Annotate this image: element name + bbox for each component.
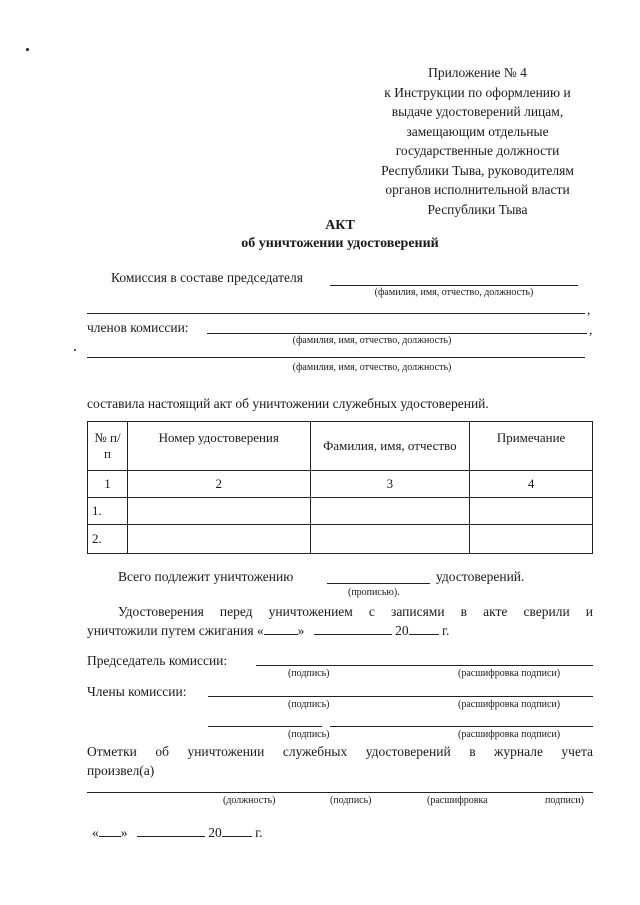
position-hint: (должность) xyxy=(223,795,276,806)
members-field-line-2[interactable] xyxy=(87,357,585,358)
document-subtitle: об уничтожении удостоверений xyxy=(241,236,439,251)
sign-hint: (подпись) xyxy=(288,699,330,710)
chair-label: Комиссия в составе председателя xyxy=(111,270,303,285)
table-index-row xyxy=(88,471,593,498)
total-label: Всего подлежит уничтожению xyxy=(118,569,294,584)
year-field[interactable] xyxy=(409,622,439,635)
chair-field-line[interactable] xyxy=(330,285,578,286)
date-year-suffix: г. xyxy=(255,825,263,840)
chair-signature-line[interactable] xyxy=(256,665,593,666)
day-field[interactable] xyxy=(264,622,298,635)
table-cell[interactable] xyxy=(470,525,593,554)
table-cell[interactable] xyxy=(127,525,310,554)
appendix-line: Приложение № 4 xyxy=(428,65,527,80)
verification-mid: » xyxy=(297,623,305,638)
appendix-line: Республики Тыва, руководителям xyxy=(381,162,574,178)
appendix-line: органов исполнительной власти xyxy=(385,182,570,197)
chair-hint: (фамилия, имя, отчество, должность) xyxy=(374,287,534,298)
month-field[interactable] xyxy=(314,622,392,635)
appendix-line: государственные должности xyxy=(395,143,560,158)
header-cell: № п/п xyxy=(88,422,128,471)
comma: , xyxy=(589,322,593,337)
table-cell[interactable] xyxy=(310,525,470,554)
scan-speck xyxy=(26,48,29,51)
table-cell[interactable] xyxy=(310,498,470,525)
members-hint: (фамилия, имя, отчество, должность) xyxy=(292,362,452,373)
journal-line xyxy=(87,742,593,761)
total-hint: (прописью). xyxy=(348,587,400,598)
decode-hint: (расшифровка подписи) xyxy=(458,729,561,740)
sign-hint: (подпись) xyxy=(288,729,330,740)
decode-hint: (расшифровка xyxy=(427,795,488,806)
members-hint: (фамилия, имя, отчество, должность) xyxy=(292,335,452,346)
document-title: АКТ xyxy=(325,218,355,233)
decode-hint: (расшифровка подписи) xyxy=(458,668,561,679)
members-field-line[interactable] xyxy=(207,333,587,334)
date-year-field[interactable] xyxy=(222,824,252,837)
date-close-quote: » xyxy=(120,825,128,840)
header-cell: Фамилия, имя, отчество xyxy=(310,422,470,471)
total-field-line[interactable] xyxy=(327,583,430,584)
year-suffix: г. xyxy=(442,623,450,638)
members-label: членов комиссии: xyxy=(87,320,189,335)
certificates-table xyxy=(87,421,593,554)
date-year-prefix: 20 xyxy=(208,825,222,840)
appendix-line: Республики Тыва xyxy=(427,201,528,217)
header-cell: Примечание xyxy=(470,422,593,471)
table-row xyxy=(88,525,593,554)
member-signature-line-2a[interactable] xyxy=(208,726,322,727)
decode-hint: подписи) xyxy=(545,795,584,806)
table-header-row xyxy=(88,422,593,471)
journal-field-line[interactable] xyxy=(87,792,593,793)
appendix-line: замещающим отдельные xyxy=(406,123,549,139)
table-cell[interactable] xyxy=(470,498,593,525)
index-cell: 4 xyxy=(470,471,593,498)
verification-line xyxy=(87,602,593,621)
table-row xyxy=(88,498,593,525)
members-signature-label: Члены комиссии: xyxy=(87,684,187,699)
index-cell: 2 xyxy=(127,471,310,498)
member-signature-line-2b[interactable] xyxy=(330,726,593,727)
date-month-field[interactable] xyxy=(137,824,205,837)
index-cell: 1 xyxy=(88,471,128,498)
year-prefix: 20 xyxy=(395,623,409,638)
row-number-cell: 1. xyxy=(88,498,128,525)
date-line xyxy=(92,823,263,842)
date-day-field[interactable] xyxy=(99,824,121,837)
total-suffix: удостоверений. xyxy=(436,569,525,584)
comma: , xyxy=(587,302,591,317)
sign-hint: (подпись) xyxy=(330,795,372,806)
journal-text: Отметки об уничтожении служебных удостоверений в журнале учета xyxy=(87,744,593,759)
statement-text: составила настоящий акт об уничтожении служебных удостоверений. xyxy=(87,396,489,411)
verification-line-2 xyxy=(87,621,507,640)
header-cell: Номер удостоверения xyxy=(127,422,310,471)
member-signature-line[interactable] xyxy=(208,696,593,697)
journal-line-2: произвел(а) xyxy=(87,763,155,778)
chair-signature-label: Председатель комиссии: xyxy=(87,653,228,668)
date-open-quote: « xyxy=(92,825,99,840)
sign-hint: (подпись) xyxy=(288,668,330,679)
decode-hint: (расшифровка подписи) xyxy=(458,699,561,710)
index-cell: 3 xyxy=(310,471,470,498)
verification-start: уничтожили путем сжигания « xyxy=(87,623,264,638)
appendix-line: выдаче удостоверений лицам, xyxy=(391,104,564,119)
verification-text: Удостоверения перед уничтожением с записями в акте сверили и xyxy=(118,604,593,619)
appendix-line: к Инструкции по оформлению и xyxy=(384,84,571,100)
chair-field-line-2[interactable] xyxy=(87,313,585,314)
row-number-cell: 2. xyxy=(88,525,128,554)
appendix-block xyxy=(355,63,600,219)
scan-speck xyxy=(74,349,76,351)
table-cell[interactable] xyxy=(127,498,310,525)
